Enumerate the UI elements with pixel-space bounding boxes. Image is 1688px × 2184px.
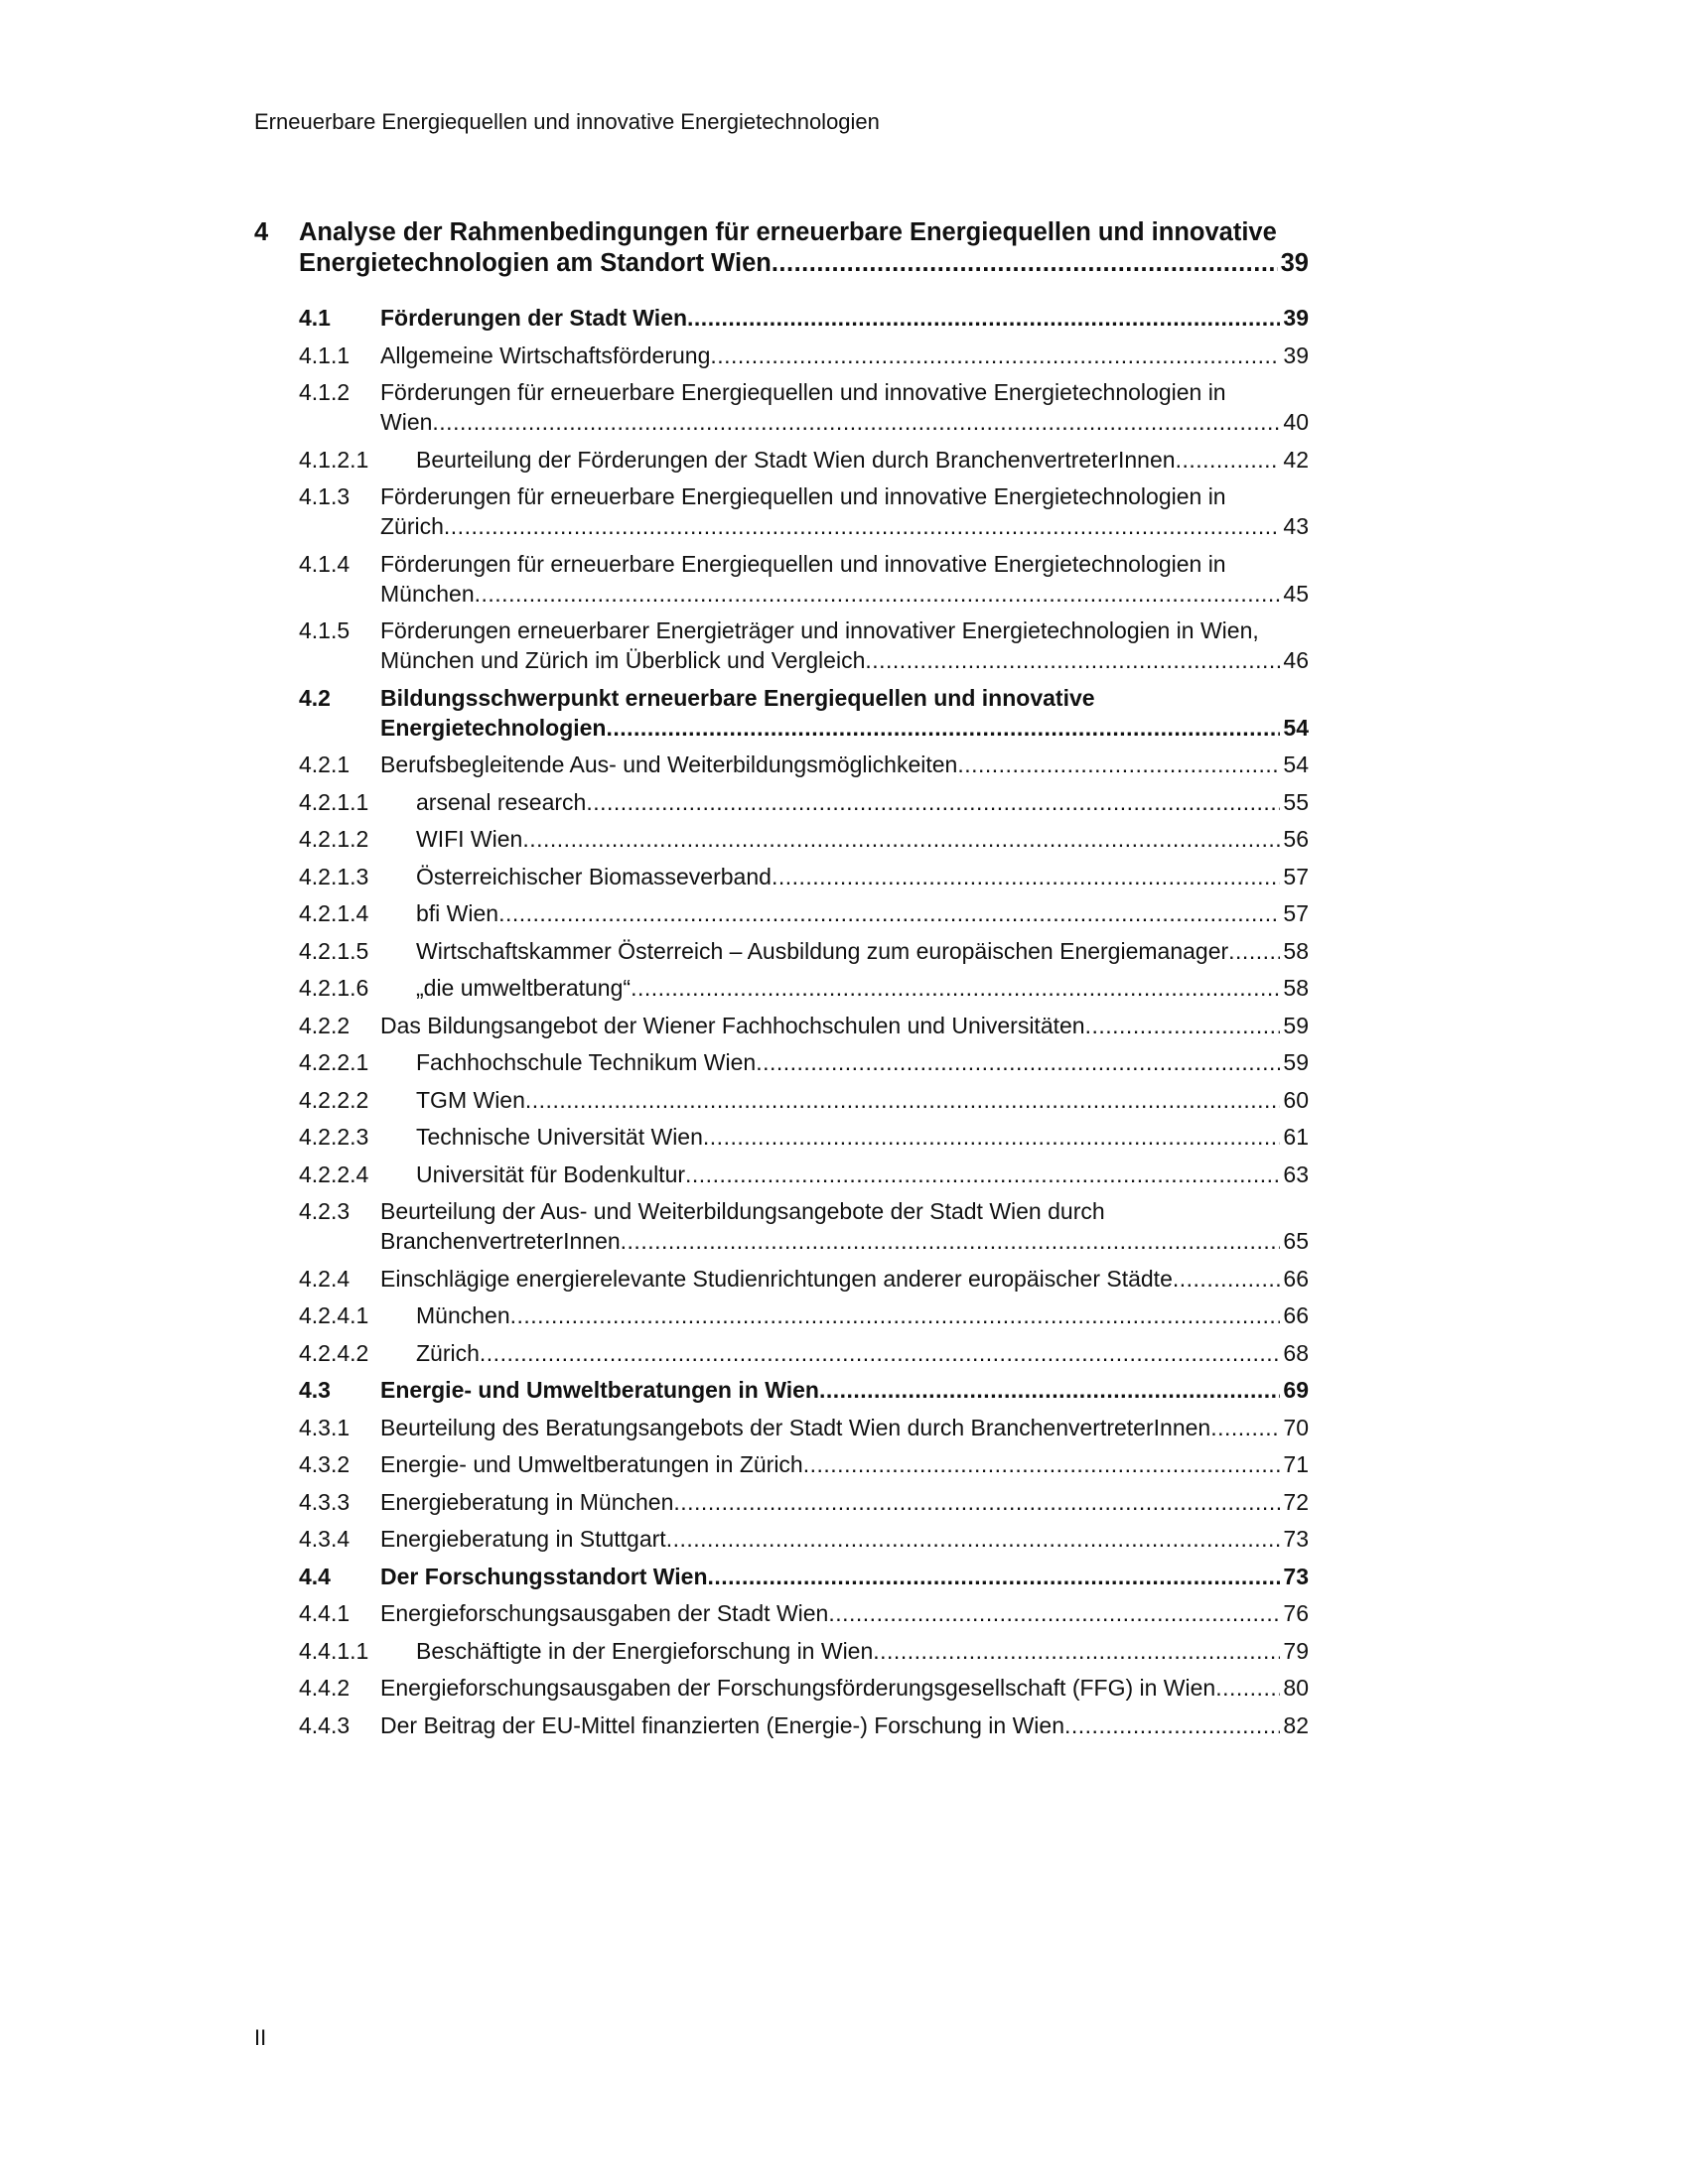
- page-folio: II: [254, 2025, 267, 2050]
- toc-entry[interactable]: [254, 1562, 1309, 1591]
- entry-number: 4.1.2.1: [299, 446, 369, 473]
- toc-entry[interactable]: [254, 377, 1309, 437]
- toc-entry[interactable]: [254, 1264, 1309, 1294]
- entry-title: bfi Wien .....: [416, 900, 498, 926]
- entry-page-number: 70: [1280, 1413, 1309, 1442]
- entry-title: Förderungen für erneuerbare Energiequellen und innovative Energietechnologien in München .....: [380, 551, 1226, 607]
- entry-number: 4.3.3: [299, 1488, 351, 1515]
- entry-number: 4.1.2: [299, 379, 351, 405]
- toc-entry[interactable]: [254, 898, 1309, 928]
- toc-entry[interactable]: [254, 303, 1309, 333]
- entry-page-number: 39: [1280, 341, 1309, 370]
- entry-page-number: 59: [1280, 1047, 1309, 1077]
- entry-number: 4.3.1: [299, 1414, 351, 1440]
- table-of-contents: [254, 217, 1309, 1747]
- toc-entry[interactable]: [254, 1338, 1309, 1368]
- entry-title: Zürich .....: [416, 1340, 480, 1366]
- entry-number: 4.2.2.1: [299, 1049, 369, 1075]
- chapter-page-number: 39: [1278, 248, 1309, 279]
- entry-number: 4.1.1: [299, 341, 351, 368]
- entry-number: 4.2.4.2: [299, 1339, 369, 1366]
- entry-title: WIFI Wien .....: [416, 826, 522, 852]
- entry-page-number: 61: [1280, 1122, 1309, 1152]
- entry-title: Universität für Bodenkultur .....: [416, 1161, 685, 1187]
- entry-title: Energie- und Umweltberatungen in Zürich .....: [380, 1451, 803, 1477]
- entry-title: arsenal research .....: [416, 789, 586, 815]
- toc-chapter-entry[interactable]: [254, 217, 1309, 279]
- entry-number: 4.2.3: [299, 1198, 351, 1224]
- entry-title: Förderungen erneuerbarer Energieträger und innovativer Energietechnologien in Wien, München und Zürich im Überblick und Vergleich .....: [380, 617, 1259, 673]
- entry-number: 4.1.4: [299, 550, 351, 577]
- entry-number: 4.2: [299, 684, 331, 711]
- entry-title: Energieberatung in München .....: [380, 1489, 673, 1515]
- toc-entry[interactable]: [254, 445, 1309, 475]
- entry-title: Beurteilung der Aus- und Weiterbildungsangebote der Stadt Wien durch BranchenvertreterInnen .....: [380, 1198, 1105, 1254]
- toc-entry[interactable]: [254, 750, 1309, 779]
- entry-page-number: 56: [1280, 824, 1309, 854]
- entry-number: 4.2.2.4: [299, 1160, 369, 1187]
- toc-entry[interactable]: [254, 1085, 1309, 1115]
- entry-title: Förderungen der Stadt Wien .....: [380, 305, 687, 331]
- entry-title: Berufsbegleitende Aus- und Weiterbildungsmöglichkeiten .....: [380, 751, 957, 777]
- toc-entry[interactable]: [254, 862, 1309, 891]
- entry-title: Österreichischer Biomasseverband .....: [416, 864, 772, 889]
- entry-page-number: 76: [1280, 1598, 1309, 1628]
- toc-entry[interactable]: [254, 1011, 1309, 1040]
- toc-entry[interactable]: [254, 1160, 1309, 1189]
- chapter-number: 4: [254, 218, 269, 246]
- toc-entry[interactable]: [254, 1598, 1309, 1628]
- entry-page-number: 54: [1280, 750, 1309, 779]
- entry-page-number: 54: [1280, 713, 1309, 743]
- entry-title: Förderungen für erneuerbare Energiequellen und innovative Energietechnologien in Zürich .....: [380, 483, 1226, 539]
- entry-title: Energieforschungsausgaben der Forschungsförderungsgesellschaft (FFG) in Wien .....: [380, 1675, 1215, 1701]
- entry-number: 4.2.1.5: [299, 937, 369, 964]
- entry-number: 4.2.1.2: [299, 826, 369, 852]
- entry-title: München .....: [416, 1302, 510, 1328]
- entry-number: 4.1: [299, 305, 331, 331]
- toc-entry[interactable]: [254, 1300, 1309, 1330]
- entry-title: „die umweltberatung“ .....: [416, 975, 631, 1001]
- entry-page-number: 73: [1280, 1562, 1309, 1591]
- entry-title: Das Bildungsangebot der Wiener Fachhochschulen und Universitäten .....: [380, 1013, 1085, 1038]
- toc-entry[interactable]: [254, 1636, 1309, 1666]
- toc-entry[interactable]: [254, 1487, 1309, 1517]
- entry-page-number: 58: [1280, 936, 1309, 966]
- entry-page-number: 57: [1280, 898, 1309, 928]
- entry-page-number: 58: [1280, 973, 1309, 1003]
- entry-number: 4.2.2.2: [299, 1086, 369, 1113]
- entry-number: 4.4.1: [299, 1600, 351, 1626]
- entry-page-number: 42: [1280, 445, 1309, 475]
- entry-page-number: 80: [1280, 1673, 1309, 1703]
- entry-page-number: 79: [1280, 1636, 1309, 1666]
- entry-title: Beurteilung der Förderungen der Stadt Wien durch BranchenvertreterInnen .....: [416, 447, 1176, 473]
- toc-entry[interactable]: [254, 824, 1309, 854]
- toc-entry[interactable]: [254, 1375, 1309, 1405]
- toc-entry[interactable]: [254, 1196, 1309, 1256]
- toc-entry[interactable]: [254, 341, 1309, 370]
- entry-page-number: 55: [1280, 787, 1309, 817]
- entry-title: Energieforschungsausgaben der Stadt Wien .....: [380, 1600, 828, 1626]
- entry-title: Der Forschungsstandort Wien .....: [380, 1564, 708, 1589]
- entry-page-number: 65: [1280, 1226, 1309, 1256]
- entry-title: Allgemeine Wirtschaftsförderung .....: [380, 342, 710, 368]
- entry-page-number: 69: [1280, 1375, 1309, 1405]
- entry-page-number: 82: [1280, 1710, 1309, 1740]
- entry-page-number: 68: [1280, 1338, 1309, 1368]
- entry-page-number: 59: [1280, 1011, 1309, 1040]
- entry-number: 4.2.1.4: [299, 900, 369, 926]
- entry-title: Energieberatung in Stuttgart .....: [380, 1526, 666, 1552]
- entry-title: Bildungsschwerpunkt erneuerbare Energiequellen und innovative Energietechnologien .....: [380, 685, 1095, 741]
- entry-number: 4.2.1: [299, 751, 351, 777]
- entry-page-number: 73: [1280, 1524, 1309, 1554]
- entry-title: Förderungen für erneuerbare Energiequellen und innovative Energietechnologien in Wien .....: [380, 379, 1226, 435]
- running-header: Erneuerbare Energiequellen und innovative Energietechnologien: [254, 109, 880, 134]
- toc-entry[interactable]: [254, 787, 1309, 817]
- toc-entry[interactable]: [254, 481, 1309, 541]
- entry-title: Beschäftigte in der Energieforschung in Wien .....: [416, 1638, 873, 1664]
- entry-page-number: 63: [1280, 1160, 1309, 1189]
- toc-entry[interactable]: [254, 549, 1309, 609]
- entry-page-number: 72: [1280, 1487, 1309, 1517]
- entry-number: 4.3: [299, 1377, 331, 1403]
- entry-page-number: 66: [1280, 1264, 1309, 1294]
- entry-number: 4.2.4: [299, 1265, 351, 1292]
- toc-entry[interactable]: [254, 973, 1309, 1003]
- entry-page-number: 45: [1280, 579, 1309, 609]
- entry-title: Einschlägige energierelevante Studienrichtungen anderer europäischer Städte .....: [380, 1266, 1173, 1292]
- entry-title: Der Beitrag der EU-Mittel finanzierten (Energie-) Forschung in Wien .....: [380, 1712, 1064, 1738]
- entry-title: Beurteilung des Beratungsangebots der Stadt Wien durch BranchenvertreterInnen .....: [380, 1415, 1210, 1440]
- entry-page-number: 40: [1280, 407, 1309, 437]
- entry-page-number: 46: [1280, 645, 1309, 675]
- toc-entry[interactable]: [254, 683, 1309, 743]
- entry-page-number: 43: [1280, 511, 1309, 541]
- entry-number: 4.2.1.1: [299, 788, 369, 815]
- entry-page-number: 71: [1280, 1449, 1309, 1479]
- entry-number: 4.2.4.1: [299, 1302, 369, 1328]
- toc-entry[interactable]: [254, 1413, 1309, 1442]
- entry-number: 4.1.5: [299, 617, 351, 643]
- entry-number: 4.2.2.3: [299, 1124, 369, 1150]
- toc-entry[interactable]: [254, 1524, 1309, 1554]
- entry-number: 4.3.2: [299, 1451, 351, 1477]
- entry-number: 4.4.2: [299, 1675, 351, 1701]
- entry-page-number: 66: [1280, 1300, 1309, 1330]
- toc-entry[interactable]: [254, 936, 1309, 966]
- toc-entry[interactable]: [254, 1122, 1309, 1152]
- toc-entry[interactable]: [254, 615, 1309, 675]
- toc-entry[interactable]: [254, 1710, 1309, 1740]
- toc-entry[interactable]: [254, 1449, 1309, 1479]
- entry-title: Energie- und Umweltberatungen in Wien .....: [380, 1377, 819, 1403]
- entry-page-number: 60: [1280, 1085, 1309, 1115]
- entry-number: 4.2.1.6: [299, 975, 369, 1001]
- chapter-title: Analyse der Rahmenbedingungen für erneuerbare Energiequellen und innovative Energietechnologien am Standort Wien .....: [299, 218, 1277, 277]
- entry-title: Wirtschaftskammer Österreich – Ausbildung zum europäischen Energiemanager .....: [416, 938, 1228, 964]
- entry-number: 4.2.2: [299, 1012, 351, 1038]
- entry-number: 4.4: [299, 1563, 331, 1589]
- entry-number: 4.4.1.1: [299, 1637, 369, 1664]
- entry-number: 4.1.3: [299, 483, 351, 509]
- entry-page-number: 39: [1280, 303, 1309, 333]
- entry-page-number: 57: [1280, 862, 1309, 891]
- toc-entry[interactable]: [254, 1673, 1309, 1703]
- entry-title: Fachhochschule Technikum Wien .....: [416, 1049, 756, 1075]
- entry-number: 4.2.1.3: [299, 863, 369, 889]
- entry-number: 4.3.4: [299, 1526, 351, 1552]
- entry-title: Technische Universität Wien .....: [416, 1124, 703, 1150]
- entry-title: TGM Wien .....: [416, 1087, 525, 1113]
- toc-entry[interactable]: [254, 1047, 1309, 1077]
- entry-number: 4.4.3: [299, 1711, 351, 1738]
